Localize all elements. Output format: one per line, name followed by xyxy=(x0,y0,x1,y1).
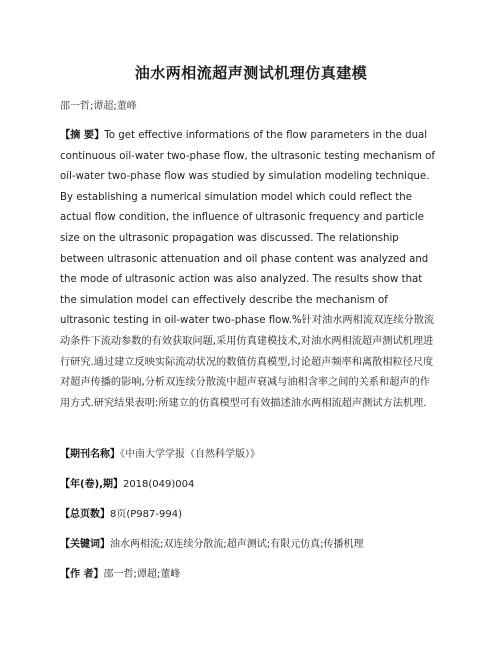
keywords-row xyxy=(60,535,363,550)
abstract-text: To get effective informations of the flow parameters in the dual continuous oil-water two-phase flow, the ultrasonic testing mechanism of oil-water two-phase flow was studied by simulation modeling technique. By establishing a numerical simulation model which could reflect the actual flow condition, the influence of ultrasonic frequency and particle size on the ultrasonic propagation was discussed. The relationship between ultrasonic attenuation and oil phase content was analyzed and the mode of ultrasonic action was also analyzed. The results show that the simulation model can effectively describe the mechanism of ultrasonic testing in oil-water two-phase flow.%针对油水两相流双连续分散流动条件下流动参数的有效获取问题,采用仿真建模技术,对油水两相流超声测试机理进行研究.通过建立反映实际流动状况的数值仿真模型,讨论超声频率和离散相粒径尺度对超声传播的影响,分析双连续分散流中超声衰减与油相含率之间的关系和超声的作用方式.研究结果表明:所建立的仿真模型可有效描述油水两相流超声测试方法机理. xyxy=(60,130,435,409)
volume-value: 2018(049)004 xyxy=(122,479,195,490)
authors-line: 邵一哲;谭超;董峰 xyxy=(60,101,137,112)
volume-row xyxy=(60,475,194,490)
keywords-label: 【关键词】 xyxy=(60,539,110,550)
pages-row xyxy=(60,505,182,520)
pages-label: 【总页数】 xyxy=(60,509,110,520)
pages-value: 8页(P987-994) xyxy=(110,509,182,520)
document-title: 油水两相流超声测试机理仿真建模 xyxy=(134,64,368,82)
author-value: 邵一哲;谭超;董峰 xyxy=(103,569,181,580)
journal-row xyxy=(60,445,260,460)
author-label: 【作 者】 xyxy=(60,569,104,580)
keywords-value: 油水两相流;双连续分散流;超声测试;有限元仿真;传播机理 xyxy=(110,539,364,550)
abstract-block xyxy=(60,126,438,414)
journal-label: 【期刊名称】 xyxy=(60,449,120,460)
journal-value: 《中南大学学报（自然科学版）》 xyxy=(120,449,260,460)
volume-label: 【年(卷),期】 xyxy=(60,479,123,490)
abstract-label: 【摘 要】 xyxy=(60,130,105,141)
author-row xyxy=(60,565,180,580)
